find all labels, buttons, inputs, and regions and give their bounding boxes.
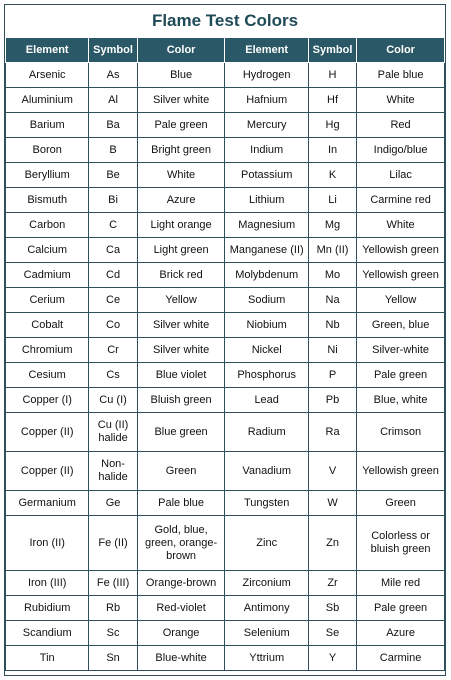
- element-cell: Tin: [6, 646, 89, 671]
- symbol-cell: B: [89, 138, 137, 163]
- element-cell: Copper (I): [6, 388, 89, 413]
- header-symbol: Symbol: [308, 38, 356, 63]
- symbol-cell: Cr: [89, 338, 137, 363]
- table-body: [6, 63, 445, 671]
- color-cell: Pale green: [357, 596, 445, 621]
- element-cell: Boron: [6, 138, 89, 163]
- color-cell: Yellow: [357, 288, 445, 313]
- color-cell: Silver white: [137, 313, 225, 338]
- table-row: [6, 113, 445, 138]
- symbol-cell: Ce: [89, 288, 137, 313]
- element-cell: Sodium: [225, 288, 308, 313]
- table-row: [6, 63, 445, 88]
- table-row: [6, 238, 445, 263]
- element-cell: Molybdenum: [225, 263, 308, 288]
- color-cell: Indigo/blue: [357, 138, 445, 163]
- header-symbol: Symbol: [89, 38, 137, 63]
- element-cell: Cesium: [6, 363, 89, 388]
- symbol-cell: W: [308, 491, 356, 516]
- symbol-cell: Fe (III): [89, 571, 137, 596]
- symbol-cell: Sn: [89, 646, 137, 671]
- element-cell: Phosphorus: [225, 363, 308, 388]
- symbol-cell: Al: [89, 88, 137, 113]
- symbol-cell: K: [308, 163, 356, 188]
- table-row: [6, 163, 445, 188]
- color-cell: Silver white: [137, 338, 225, 363]
- color-cell: Pale green: [357, 363, 445, 388]
- element-cell: Zirconium: [225, 571, 308, 596]
- color-cell: Gold, blue, green, orange-brown: [137, 516, 225, 571]
- table-row: [6, 571, 445, 596]
- table-row: [6, 388, 445, 413]
- color-cell: Yellowish green: [357, 238, 445, 263]
- page-title: Flame Test Colors: [151, 11, 299, 30]
- element-cell: Magnesium: [225, 213, 308, 238]
- color-cell: Yellowish green: [357, 263, 445, 288]
- color-cell: Green: [357, 491, 445, 516]
- color-cell: Mile red: [357, 571, 445, 596]
- color-cell: Colorless or bluish green: [357, 516, 445, 571]
- symbol-cell: V: [308, 452, 356, 491]
- element-cell: Potassium: [225, 163, 308, 188]
- symbol-cell: Pb: [308, 388, 356, 413]
- symbol-cell: Cs: [89, 363, 137, 388]
- symbol-cell: Ge: [89, 491, 137, 516]
- element-cell: Lithium: [225, 188, 308, 213]
- color-cell: Yellow: [137, 288, 225, 313]
- symbol-cell: In: [308, 138, 356, 163]
- symbol-cell: Cu (I): [89, 388, 137, 413]
- color-cell: Silver white: [137, 88, 225, 113]
- symbol-cell: Fe (II): [89, 516, 137, 571]
- element-cell: Arsenic: [6, 63, 89, 88]
- element-cell: Copper (II): [6, 452, 89, 491]
- symbol-cell: Mg: [308, 213, 356, 238]
- table-row: [6, 516, 445, 571]
- flame-test-card: [4, 4, 446, 676]
- color-cell: Orange-brown: [137, 571, 225, 596]
- color-cell: Red: [357, 113, 445, 138]
- symbol-cell: Ca: [89, 238, 137, 263]
- symbol-cell: Mn (II): [308, 238, 356, 263]
- color-cell: Blue: [137, 63, 225, 88]
- symbol-cell: Ra: [308, 413, 356, 452]
- symbol-cell: Cd: [89, 263, 137, 288]
- element-cell: Hydrogen: [225, 63, 308, 88]
- element-cell: Germanium: [6, 491, 89, 516]
- element-cell: Bismuth: [6, 188, 89, 213]
- symbol-cell: Zr: [308, 571, 356, 596]
- color-cell: Bluish green: [137, 388, 225, 413]
- color-cell: Pale green: [137, 113, 225, 138]
- table-row: [6, 596, 445, 621]
- table-row: [6, 313, 445, 338]
- symbol-cell: Mo: [308, 263, 356, 288]
- element-cell: Cerium: [6, 288, 89, 313]
- table-row: [6, 138, 445, 163]
- symbol-cell: Zn: [308, 516, 356, 571]
- color-cell: Pale blue: [137, 491, 225, 516]
- color-cell: Yellowish green: [357, 452, 445, 491]
- element-cell: Selenium: [225, 621, 308, 646]
- color-cell: Pale blue: [357, 63, 445, 88]
- table-row: [6, 621, 445, 646]
- table-row: [6, 646, 445, 671]
- symbol-cell: P: [308, 363, 356, 388]
- symbol-cell: Be: [89, 163, 137, 188]
- element-cell: Yttrium: [225, 646, 308, 671]
- header-color: Color: [137, 38, 225, 63]
- element-cell: Cobalt: [6, 313, 89, 338]
- color-cell: Blue violet: [137, 363, 225, 388]
- symbol-cell: Sc: [89, 621, 137, 646]
- color-cell: Orange: [137, 621, 225, 646]
- color-cell: Light green: [137, 238, 225, 263]
- color-cell: Blue, white: [357, 388, 445, 413]
- symbol-cell: C: [89, 213, 137, 238]
- color-cell: Carmine: [357, 646, 445, 671]
- element-cell: Niobium: [225, 313, 308, 338]
- symbol-cell: Nb: [308, 313, 356, 338]
- color-cell: Red-violet: [137, 596, 225, 621]
- element-cell: Calcium: [6, 238, 89, 263]
- element-cell: Vanadium: [225, 452, 308, 491]
- element-cell: Zinc: [225, 516, 308, 571]
- element-cell: Indium: [225, 138, 308, 163]
- table-row: [6, 188, 445, 213]
- element-cell: Carbon: [6, 213, 89, 238]
- symbol-cell: Hg: [308, 113, 356, 138]
- symbol-cell: Cu (II) halide: [89, 413, 137, 452]
- color-cell: Crimson: [357, 413, 445, 452]
- symbol-cell: Rb: [89, 596, 137, 621]
- symbol-cell: As: [89, 63, 137, 88]
- symbol-cell: Ni: [308, 338, 356, 363]
- element-cell: Barium: [6, 113, 89, 138]
- header-element: Element: [225, 38, 308, 63]
- flame-test-table: [5, 37, 445, 671]
- table-row: [6, 288, 445, 313]
- symbol-cell: Li: [308, 188, 356, 213]
- element-cell: Iron (II): [6, 516, 89, 571]
- color-cell: Silver-white: [357, 338, 445, 363]
- table-row: [6, 338, 445, 363]
- symbol-cell: H: [308, 63, 356, 88]
- symbol-cell: Bi: [89, 188, 137, 213]
- color-cell: Bright green: [137, 138, 225, 163]
- element-cell: Manganese (II): [225, 238, 308, 263]
- table-row: [6, 213, 445, 238]
- element-cell: Radium: [225, 413, 308, 452]
- element-cell: Antimony: [225, 596, 308, 621]
- symbol-cell: Ba: [89, 113, 137, 138]
- symbol-cell: Na: [308, 288, 356, 313]
- color-cell: White: [137, 163, 225, 188]
- color-cell: White: [357, 88, 445, 113]
- header-color: Color: [357, 38, 445, 63]
- color-cell: White: [357, 213, 445, 238]
- table-row: [6, 363, 445, 388]
- table-row: [6, 263, 445, 288]
- element-cell: Copper (II): [6, 413, 89, 452]
- color-cell: Lilac: [357, 163, 445, 188]
- color-cell: Blue green: [137, 413, 225, 452]
- element-cell: Chromium: [6, 338, 89, 363]
- element-cell: Hafnium: [225, 88, 308, 113]
- color-cell: Carmine red: [357, 188, 445, 213]
- table-row: [6, 491, 445, 516]
- symbol-cell: Hf: [308, 88, 356, 113]
- element-cell: Iron (III): [6, 571, 89, 596]
- symbol-cell: Se: [308, 621, 356, 646]
- symbol-cell: Y: [308, 646, 356, 671]
- element-cell: Lead: [225, 388, 308, 413]
- color-cell: Blue-white: [137, 646, 225, 671]
- table-row: [6, 452, 445, 491]
- element-cell: Scandium: [6, 621, 89, 646]
- element-cell: Rubidium: [6, 596, 89, 621]
- color-cell: Brick red: [137, 263, 225, 288]
- element-cell: Aluminium: [6, 88, 89, 113]
- symbol-cell: Non-halide: [89, 452, 137, 491]
- element-cell: Cadmium: [6, 263, 89, 288]
- table-row: [6, 88, 445, 113]
- color-cell: Light orange: [137, 213, 225, 238]
- table-header-row: [6, 38, 445, 63]
- table-row: [6, 413, 445, 452]
- symbol-cell: Co: [89, 313, 137, 338]
- element-cell: Tungsten: [225, 491, 308, 516]
- color-cell: Azure: [137, 188, 225, 213]
- color-cell: Green, blue: [357, 313, 445, 338]
- element-cell: Mercury: [225, 113, 308, 138]
- color-cell: Green: [137, 452, 225, 491]
- color-cell: Azure: [357, 621, 445, 646]
- element-cell: Nickel: [225, 338, 308, 363]
- element-cell: Beryllium: [6, 163, 89, 188]
- symbol-cell: Sb: [308, 596, 356, 621]
- header-element: Element: [6, 38, 89, 63]
